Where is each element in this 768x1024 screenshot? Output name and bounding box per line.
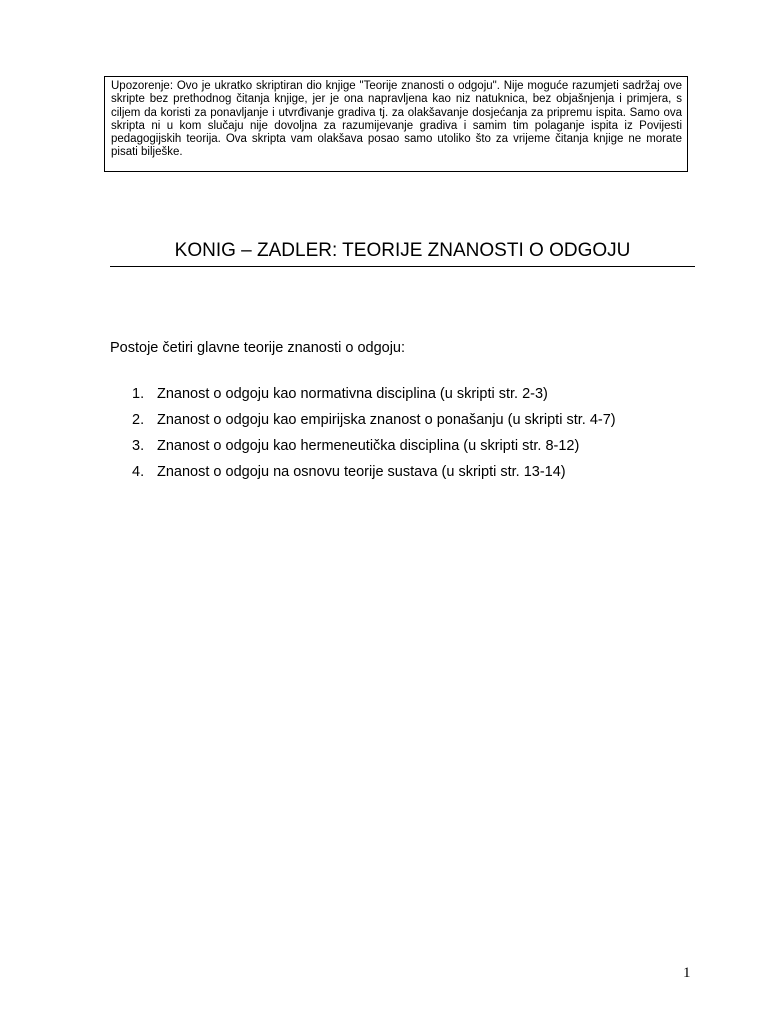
- document-title: KONIG – ZADLER: TEORIJE ZNANOSTI O ODGOJU: [110, 240, 695, 267]
- list-item-number: 1.: [132, 386, 145, 402]
- list-item-number: 3.: [132, 438, 145, 454]
- list-item-number: 2.: [132, 412, 145, 428]
- list-item: [132, 411, 616, 437]
- list-item-text: Znanost o odgoju kao normativna disciplina (u skripti str. 2-3): [157, 386, 548, 402]
- theory-list: [132, 385, 616, 489]
- list-item-text: Znanost o odgoju kao hermeneutička disciplina (u skripti str. 8-12): [157, 438, 580, 454]
- intro-paragraph: Postoje četiri glavne teorije znanosti o odgoju:: [110, 340, 406, 356]
- warning-box: [104, 76, 688, 172]
- list-item: [132, 463, 616, 489]
- list-item: [132, 437, 616, 463]
- list-item-text: Znanost o odgoju kao empirijska znanost o ponašanju (u skripti str. 4-7): [157, 412, 616, 428]
- list-item-number: 4.: [132, 464, 145, 480]
- list-item: [132, 385, 616, 411]
- warning-text: Upozorenje: Ovo je ukratko skriptiran dio knjige "Teorije znanosti o odgoju". Nije moguće razumjeti sadržaj ove skripte bez prethodnog čitanja knjige, jer je ona napravljena kao niz natuknica, bez objašnjenja i primjera, s ciljem da koristi za ponavljanje i utvrđivanje gradiva tj. za olakšavanje dosjećanja za pripremu ispita. Samo ova skripta ni u kom slučaju nije dovoljna za razumijevanje gradiva i samim tim polaganje ispita iz Povijesti pedagogijskih teorija. Ova skripta vam olakšava posao samo utoliko što za vrijeme čitanja knjige ne morate pisati bilješke.: [111, 80, 682, 159]
- page-number: 1: [683, 965, 691, 981]
- list-item-text: Znanost o odgoju na osnovu teorije sustava (u skripti str. 13-14): [157, 464, 566, 480]
